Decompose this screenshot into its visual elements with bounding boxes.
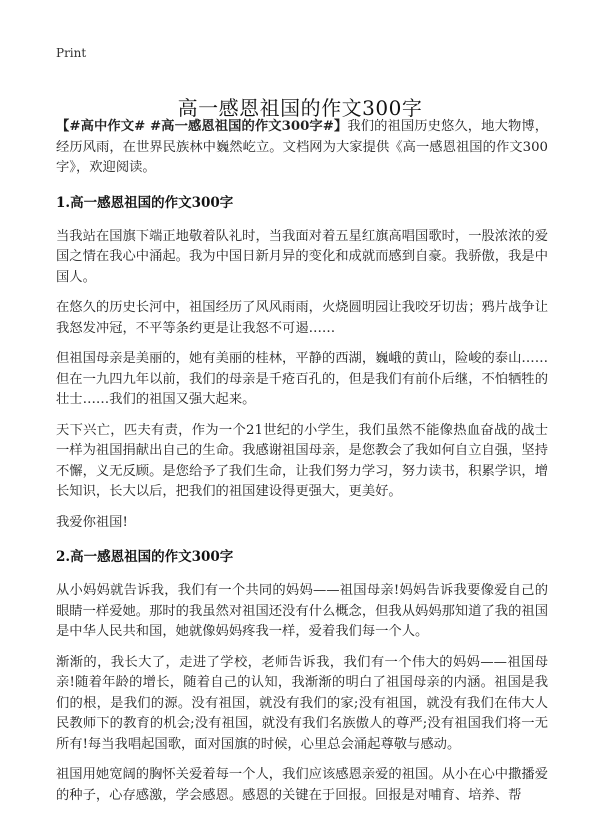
paragraph: 祖国用她宽阔的胸怀关爱着每一个人，我们应该感恩亲爱的祖国。从小在心中撒播爱的种子，心存感激，学会感恩。感恩的关键在于回报。回报是对哺育、培养、帮 (56, 767, 548, 803)
article-body (56, 117, 548, 806)
page-title: 高一感恩祖国的作文300字 (177, 96, 423, 121)
paragraph: 渐渐的，我长大了，走进了学校，老师告诉我，我们有一个伟大的妈妈——祖国母亲!随着年龄的增长，随着自己的认知，我渐渐的明白了祖国母亲的内涵。祖国是我们的根，是我们的源。没有祖国，就没有我们的家;没有祖国，就没有我们在伟大人民教师下的教育的机会;没有祖国，就没有我们名族傲人的尊严;没有祖国我们将一无所有!每当我唱起国歌，面对国旗的时候，心里总会涌起尊敬与感动。 (56, 654, 548, 752)
intro-paragraph (56, 117, 548, 179)
intro-text: 我们的祖国历史悠久，地大物博，经历风雨，在世界民族林中巍然屹立。文档网为大家提供《高一感恩祖国的作文300字》，欢迎阅读。 (56, 119, 548, 175)
paragraph: 从小妈妈就告诉我，我们有一个共同的妈妈——祖国母亲!妈妈告诉我要像爱自己的眼睛一样爱她。那时的我虽然对祖国还没有什么概念，但我从妈妈那知道了我的祖国是中华人民共和国，她就像妈妈疼我一样，爱着我们每一个人。 (56, 583, 548, 639)
paragraph: 但祖国母亲是美丽的，她有美丽的桂林，平静的西湖，巍峨的黄山，险峻的泰山……但在一九四九年以前，我们的母亲是千疮百孔的，但是我们有前仆后继，不怕牺牲的壮士……我们的祖国又强大起来。 (56, 351, 548, 407)
section-heading-2: 2.高一感恩祖国的作文300字 (56, 549, 234, 565)
intro-tags: 【#高中作文# #高一感恩祖国的作文300字#】 (56, 119, 348, 134)
paragraph: 我爱你祖国! (56, 514, 128, 530)
paragraph: 当我站在国旗下端正地敬着队礼时，当我面对着五星红旗高唱国歌时，一股浓浓的爱国之情在我心中涌起。我为中国日新月异的变化和成就而感到自豪。我骄傲，我是中国人。 (56, 228, 548, 285)
print-label: Print (56, 46, 87, 60)
paragraph: 在悠久的历史长河中，祖国经历了风风雨雨，火烧圆明园让我咬牙切齿；鸦片战争让我怒发冲冠，不平等条约更是让我怒不可遏…… (56, 300, 548, 336)
paragraph: 天下兴亡，匹夫有责，作为一个21世纪的小学生，我们虽然不能像热血奋战的战士一样为祖国捐献出自己的生命。我感谢祖国母亲，是您教会了我如何自立自强，坚持不懈，义无反顾。是您给予了我们生命，让我们努力学习，努力读书，积累学识，增长知识，长大以后，把我们的祖国建设得更强大，更美好。 (56, 422, 548, 499)
section-heading-1: 1.高一感恩祖国的作文300字 (56, 194, 234, 211)
